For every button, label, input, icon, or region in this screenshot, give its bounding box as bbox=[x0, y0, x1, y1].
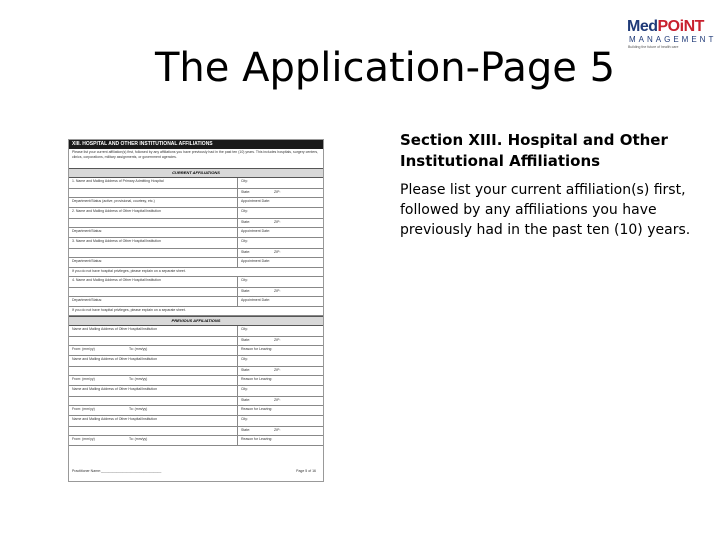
form-row bbox=[69, 346, 323, 356]
divider bbox=[237, 189, 238, 197]
form-label: Appointment Date: bbox=[241, 298, 270, 302]
form-label: ZIP: bbox=[274, 338, 281, 342]
form-label: ZIP: bbox=[274, 220, 281, 224]
divider bbox=[237, 406, 238, 415]
form-label: To: (mm/yy) bbox=[129, 437, 148, 441]
divider bbox=[237, 238, 238, 248]
form-label: ZIP: bbox=[274, 190, 281, 194]
form-label: City: bbox=[241, 209, 248, 213]
form-row bbox=[69, 376, 323, 386]
form-label: 4. Name and Mailing Address of Other Hospital/Institution bbox=[72, 278, 161, 282]
form-label: ZIP: bbox=[274, 398, 281, 402]
divider bbox=[237, 416, 238, 426]
form-label: State: bbox=[241, 428, 251, 432]
divider bbox=[237, 367, 238, 375]
divider bbox=[237, 326, 238, 336]
form-row bbox=[69, 436, 323, 446]
form-page-number: Page 5 of 16 bbox=[296, 469, 316, 473]
form-label: From: (mm/yy) bbox=[72, 377, 95, 381]
form-label: Appointment Date: bbox=[241, 199, 270, 203]
form-label: State: bbox=[241, 220, 251, 224]
form-label: State: bbox=[241, 289, 251, 293]
form-label: City: bbox=[241, 239, 248, 243]
form-label: State: bbox=[241, 190, 251, 194]
divider bbox=[237, 427, 238, 435]
form-label: Reason for Leaving: bbox=[241, 407, 273, 411]
form-label: Department/Status: bbox=[72, 298, 103, 302]
divider bbox=[237, 436, 238, 445]
form-label: State: bbox=[241, 250, 251, 254]
form-label: From: (mm/yy) bbox=[72, 407, 95, 411]
form-row bbox=[69, 249, 323, 258]
form-label: Department/Status: bbox=[72, 229, 103, 233]
form-label: Appointment Date: bbox=[241, 229, 270, 233]
form-row bbox=[69, 228, 323, 238]
form-row bbox=[69, 386, 323, 397]
form-label: City: bbox=[241, 327, 248, 331]
previous-affiliations-band: PREVIOUS AFFILIATIONS bbox=[69, 316, 323, 326]
form-label: Name and Mailing Address of Other Hospital/Institution bbox=[72, 417, 158, 421]
form-label: Name and Mailing Address of Other Hospital/Institution bbox=[72, 357, 158, 361]
form-label: Reason for Leaving: bbox=[241, 437, 273, 441]
form-label: City: bbox=[241, 357, 248, 361]
logo-name-part2: POiNT bbox=[657, 18, 704, 35]
slide-title: The Application-Page 5 bbox=[155, 45, 616, 91]
form-label: Reason for Leaving: bbox=[241, 377, 273, 381]
form-footer bbox=[72, 469, 320, 473]
form-intro: Please list your current affiliation(s) first, followed by any affiliations you have previously had in the past ten (10) years. This includes hospitals, surgery centers, clinics, corporations, military assignments, or government agencies. bbox=[72, 150, 319, 159]
form-label: City: bbox=[241, 179, 248, 183]
divider bbox=[237, 356, 238, 366]
divider bbox=[237, 258, 238, 267]
divider bbox=[237, 386, 238, 396]
form-row bbox=[69, 427, 323, 436]
form-row bbox=[69, 208, 323, 219]
form-note: If you do not have hospital privileges, please explain on a separate sheet. bbox=[69, 307, 323, 316]
form-label: Name and Mailing Address of Other Hospital/Institution bbox=[72, 327, 158, 331]
form-row bbox=[69, 337, 323, 346]
form-row bbox=[69, 326, 323, 337]
form-row bbox=[69, 238, 323, 249]
logo-name-part1: Med bbox=[627, 18, 658, 35]
form-row bbox=[69, 277, 323, 288]
form-row bbox=[69, 367, 323, 376]
form-row bbox=[69, 397, 323, 406]
medpoint-logo bbox=[627, 18, 717, 49]
section-heading: Section XIII. Hospital and Other Institutional Affiliations bbox=[400, 131, 668, 170]
logo-tagline: Building the future of health care bbox=[628, 45, 679, 49]
divider bbox=[237, 397, 238, 405]
form-row bbox=[69, 288, 323, 297]
divider bbox=[237, 219, 238, 227]
form-label: ZIP: bbox=[274, 428, 281, 432]
current-affiliations-band: CURRENT AFFILIATIONS bbox=[69, 168, 323, 178]
form-label: From: (mm/yy) bbox=[72, 347, 95, 351]
form-label: To: (mm/yy) bbox=[129, 347, 148, 351]
form-label: City: bbox=[241, 417, 248, 421]
form-label: City: bbox=[241, 387, 248, 391]
divider bbox=[237, 346, 238, 355]
logo-wordmark bbox=[627, 18, 704, 36]
divider bbox=[237, 277, 238, 287]
divider bbox=[237, 198, 238, 207]
divider bbox=[237, 228, 238, 237]
form-label: To: (mm/yy) bbox=[129, 377, 148, 381]
logo-subtitle: MANAGEMENT bbox=[629, 35, 717, 44]
divider bbox=[237, 376, 238, 385]
divider bbox=[237, 288, 238, 296]
form-label: ZIP: bbox=[274, 368, 281, 372]
form-row bbox=[69, 406, 323, 416]
form-label: State: bbox=[241, 368, 251, 372]
form-row bbox=[69, 219, 323, 228]
form-label: Name and Mailing Address of Other Hospital/Institution bbox=[72, 387, 158, 391]
form-label: Department/Status (active, provisional, courtesy, etc.) bbox=[72, 199, 155, 203]
form-note: If you do not have hospital privileges, please explain on a separate sheet. bbox=[69, 268, 323, 277]
form-row bbox=[69, 356, 323, 367]
form-row bbox=[69, 178, 323, 189]
form-label: Reason for Leaving: bbox=[241, 347, 273, 351]
form-row bbox=[69, 189, 323, 198]
form-label: Appointment Date: bbox=[241, 259, 270, 263]
form-row bbox=[69, 416, 323, 427]
form-label: ZIP: bbox=[274, 250, 281, 254]
form-header: XIII. HOSPITAL AND OTHER INSTITUTIONAL AFFILIATIONS bbox=[69, 140, 323, 149]
divider bbox=[237, 297, 238, 306]
form-row bbox=[69, 198, 323, 208]
form-label: ZIP: bbox=[274, 289, 281, 293]
form-row bbox=[69, 297, 323, 307]
form-label: From: (mm/yy) bbox=[72, 437, 95, 441]
form-label: 2. Name and Mailing Address of Other Hospital/Institution bbox=[72, 209, 161, 213]
form-label: 1. Name and Mailing Address of Primary Admitting Hospital bbox=[72, 179, 164, 183]
form-label: Department/Status: bbox=[72, 259, 103, 263]
form-label: To: (mm/yy) bbox=[129, 407, 148, 411]
application-form-image bbox=[68, 139, 324, 482]
practitioner-name-line: Practitioner Name:_______________________________ bbox=[72, 469, 162, 473]
form-row bbox=[69, 258, 323, 268]
body-text: Please list your current affiliation(s) first, followed by any affiliations you have previously had in the past ten (10) years. bbox=[400, 182, 691, 238]
divider bbox=[237, 208, 238, 218]
divider bbox=[237, 337, 238, 345]
form-label: State: bbox=[241, 398, 251, 402]
divider bbox=[237, 178, 238, 188]
form-label: State: bbox=[241, 338, 251, 342]
divider bbox=[237, 249, 238, 257]
form-label: City: bbox=[241, 278, 248, 282]
form-label: 3. Name and Mailing Address of Other Hospital/Institution bbox=[72, 239, 161, 243]
